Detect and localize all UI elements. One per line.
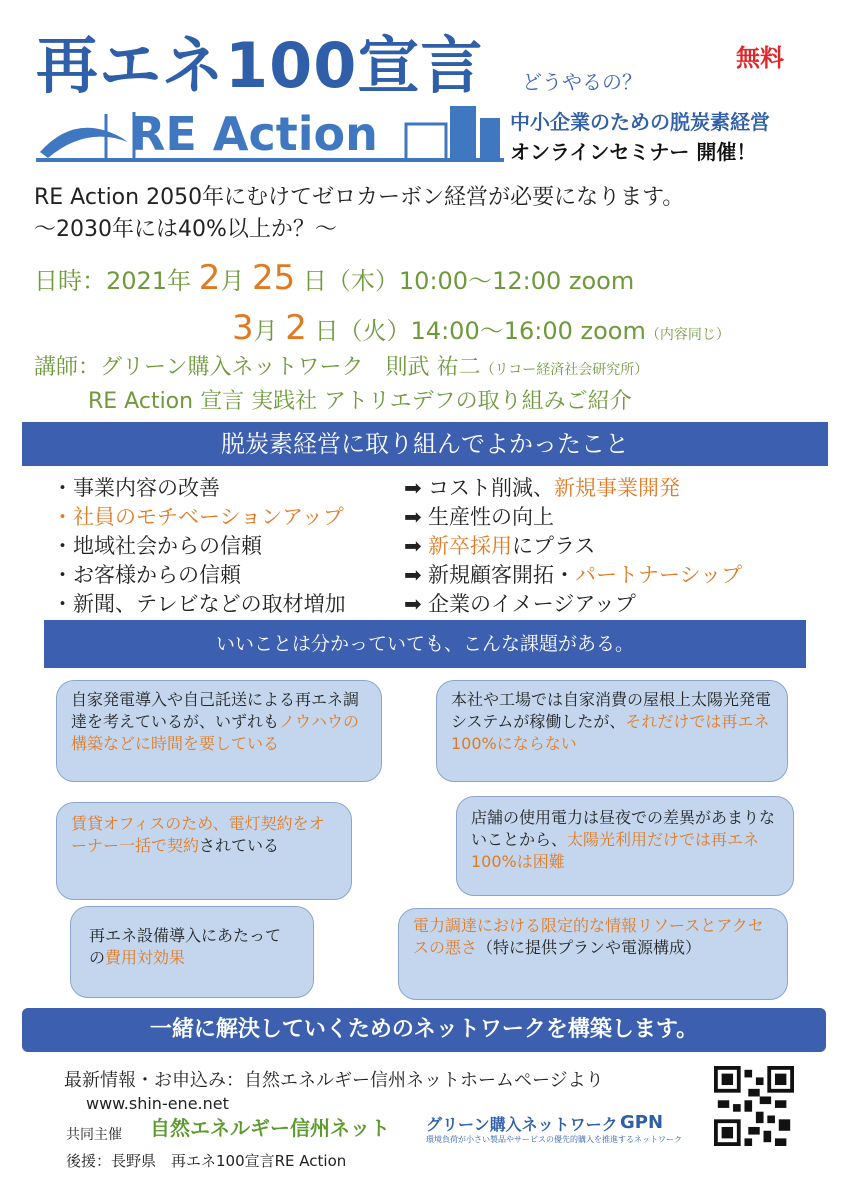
gpn-mark: GPN (620, 1112, 664, 1133)
benefit-result-text: 生産性の向上 (428, 505, 554, 529)
intro-line-1: RE Action 2050年にむけてゼロカーボン経営が必要になります。 (34, 185, 685, 210)
benefit-result (404, 503, 742, 532)
benefit-item: ・事業内容の改善 (52, 476, 220, 500)
benefit-result-highlight: 新規事業開発 (554, 476, 680, 500)
benefit-result-text: にプラス (512, 534, 596, 558)
date2-note: （内容同じ） (645, 327, 730, 343)
benefit-result-text: コスト削減、 (428, 476, 554, 500)
benefit-result (404, 532, 742, 561)
arrow-right-icon: ➡ (404, 592, 422, 616)
benefit-result (404, 590, 742, 619)
date-year: 2021年 (106, 267, 192, 295)
issue-highlight: 電力調達における限定的な情報リソースとアクセスの悪さ (413, 916, 764, 957)
issues-banner: いいことは分かっていても、こんな課題がある。 (44, 620, 806, 668)
org-gpn-tagline: 環境負荷が小さい製品やサービスの優先的購入を推進するネットワーク (426, 1135, 682, 1144)
date1-month-unit: 月 (220, 267, 245, 295)
date-line-1 (34, 258, 634, 298)
network-banner: 一緒に解決していくためのネットワークを構築します。 (22, 1008, 826, 1052)
lecture-topic: RE Action 宣言 実践社 アトリエデフの取り組みご紹介 (88, 389, 632, 414)
org-shinshu-logo: 自然エネルギー信州ネット (150, 1116, 390, 1140)
website-link[interactable]: www.shin-ene.net (86, 1094, 229, 1113)
issue-highlight: 太陽光利用だけでは再エネ100%は困難 (471, 830, 760, 871)
date-line-2 (232, 308, 730, 348)
benefit-item: ・社員のモチベーションアップ (52, 505, 344, 529)
logo-title: 再エネ100宣言 (36, 29, 484, 102)
subtitle: 中小企業のための脱炭素経営 (510, 110, 770, 134)
date2-day: 2 (285, 308, 307, 348)
issue-bubble (436, 680, 788, 782)
intro-line-2: 〜2030年には40%以上か？〜 (34, 217, 337, 242)
arrow-right-icon: ➡ (404, 505, 422, 529)
issue-text: （特に提供プランや電源構成） (477, 938, 702, 957)
logo-subtitle: RE Action (130, 107, 378, 161)
date1-month: 2 (198, 258, 221, 298)
benefit-result (404, 561, 742, 590)
arrow-right-icon: ➡ (404, 563, 422, 587)
qr-code-icon[interactable] (714, 1066, 794, 1146)
issue-highlight: ノウハウの構築などに時間を要している (71, 712, 360, 753)
benefit-result-text: 企業のイメージアップ (428, 592, 636, 616)
arrow-right-icon: ➡ (404, 476, 422, 500)
lecturer-text: 講師：グリーン購入ネットワーク 則武 祐二 (34, 355, 481, 380)
issue-bubble (398, 908, 788, 1000)
issue-bubble (56, 680, 382, 782)
org-gpn-logo: グリーン購入ネットワーク (426, 1115, 618, 1134)
lecturer-affiliation: （リコー経済社会研究所） (480, 362, 649, 378)
issue-text: されている (199, 836, 280, 855)
issue-highlight: それだけでは再エネ100%にならない (451, 712, 770, 753)
benefit-item: ・お客様からの信頼 (52, 563, 241, 587)
lecturer (34, 350, 648, 381)
benefits-banner: 脱炭素経営に取り組んでよかったこと (22, 422, 828, 466)
date1-day: 25 (252, 258, 296, 298)
benefit-result-highlight: パートナーシップ (575, 563, 743, 587)
issue-text: 自家発電導入や自己託送による再エネ調達を考えているが、いずれも (71, 690, 360, 731)
benefits-right-list (404, 474, 742, 619)
issue-text: 店舗の使用電力は昼夜での差異があまりないことから、 (471, 808, 776, 849)
benefit-item: ・地域社会からの信頼 (52, 534, 262, 558)
benefit-result-text: 新規顧客開拓・ (428, 563, 575, 587)
co-host-label: 共同主催 (66, 1127, 122, 1143)
support-text: 後援：長野県 再エネ100宣言RE Action (66, 1152, 347, 1170)
date1-rest: 日（木）10:00〜12:00 zoom (302, 267, 635, 295)
issue-highlight: 費用対効果 (105, 948, 186, 967)
benefits-left-list (52, 474, 346, 619)
arrow-right-icon: ➡ (404, 534, 422, 558)
date2-month: 3 (232, 308, 254, 348)
issue-text: 再エネ設備導入にあたっての (89, 926, 282, 967)
benefit-result-highlight: 新卒採用 (428, 534, 512, 558)
issue-bubble (456, 796, 794, 896)
how-text: どうやるの？ (522, 70, 642, 94)
issue-bubble (70, 906, 314, 998)
issue-highlight: 賃貸オフィスのため、電灯契約をオーナー一括で契約 (71, 814, 325, 855)
issue-text: 本社や工場では自家消費の屋根上太陽光発電システムが稼働したが、 (451, 690, 772, 731)
benefit-result (404, 474, 742, 503)
date2-rest: 日（火）14:00〜16:00 zoom (314, 317, 646, 345)
seminar-text: オンラインセミナー 開催！ (510, 140, 757, 164)
info-text: 最新情報・お申込み：自然エネルギー信州ネットホームページより (64, 1070, 604, 1091)
date-label: 日時： (34, 267, 106, 295)
free-badge: 無料 (736, 44, 784, 72)
issue-bubble (56, 802, 352, 900)
benefit-item: ・新聞、テレビなどの取材増加 (52, 592, 346, 616)
date2-month-unit: 月 (253, 317, 278, 345)
